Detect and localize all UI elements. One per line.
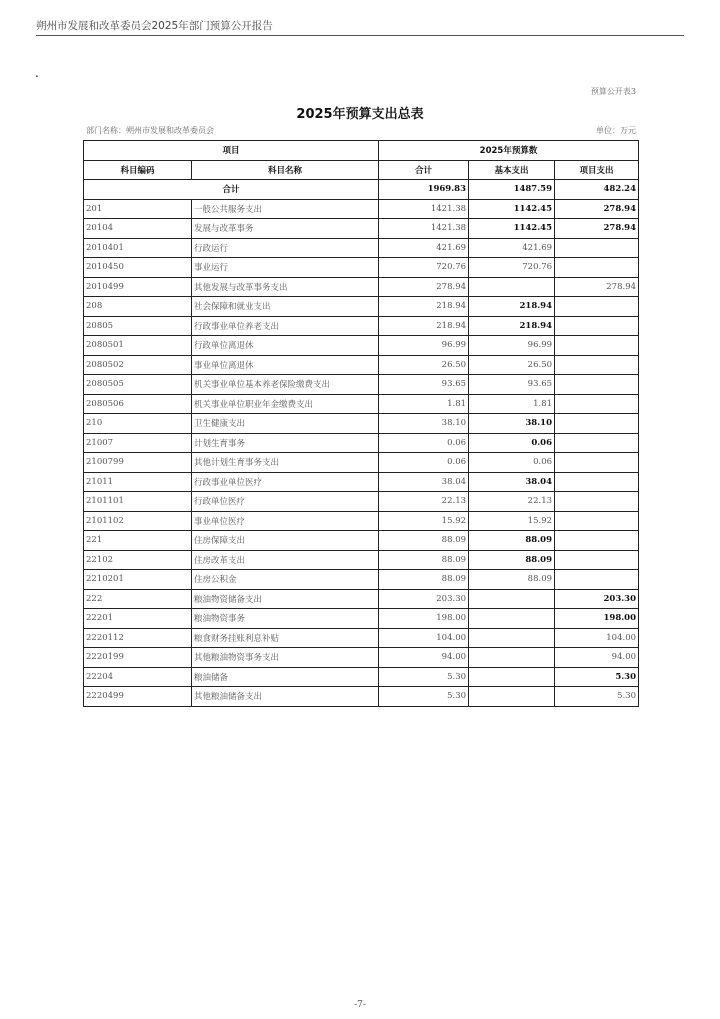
header-divider xyxy=(36,35,684,36)
table-row xyxy=(84,316,639,336)
row-basic: 38.04 xyxy=(469,472,555,492)
header-total: 合计 xyxy=(379,160,469,180)
row-basic: 26.50 xyxy=(469,355,555,375)
row-total: 5.30 xyxy=(379,667,469,687)
row-code: 2100799 xyxy=(84,453,192,473)
row-code: 2010450 xyxy=(84,258,192,278)
row-project xyxy=(555,472,639,492)
table-row xyxy=(84,570,639,590)
row-code: 21007 xyxy=(84,433,192,453)
row-total: 218.94 xyxy=(379,297,469,317)
row-code: 2220112 xyxy=(84,628,192,648)
row-name: 发展与改革事务 xyxy=(192,219,379,239)
row-name: 粮油物资储备支出 xyxy=(192,589,379,609)
row-total: 5.30 xyxy=(379,687,469,707)
row-code: 2010401 xyxy=(84,238,192,258)
row-code: 2080505 xyxy=(84,375,192,395)
row-code: 208 xyxy=(84,297,192,317)
row-name: 住房保障支出 xyxy=(192,531,379,551)
row-basic xyxy=(469,648,555,668)
table-row xyxy=(84,433,639,453)
table-row xyxy=(84,199,639,219)
table-row xyxy=(84,589,639,609)
table-number: 预算公开表3 xyxy=(590,87,636,96)
page-number: -7- xyxy=(354,1000,366,1010)
row-basic: 1142.45 xyxy=(469,219,555,239)
row-code: 2101101 xyxy=(84,492,192,512)
table-row xyxy=(84,609,639,629)
row-basic: 96.99 xyxy=(469,336,555,356)
row-name: 粮油储备 xyxy=(192,667,379,687)
row-basic: 720.76 xyxy=(469,258,555,278)
table-row xyxy=(84,550,639,570)
row-code: 221 xyxy=(84,531,192,551)
row-basic: 22.13 xyxy=(469,492,555,512)
row-code: 2010499 xyxy=(84,277,192,297)
row-name: 事业单位离退休 xyxy=(192,355,379,375)
row-project xyxy=(555,316,639,336)
table-header-row xyxy=(84,160,639,180)
row-total: 38.04 xyxy=(379,472,469,492)
table-row xyxy=(84,667,639,687)
row-name: 一般公共服务支出 xyxy=(192,199,379,219)
row-name: 计划生育事务 xyxy=(192,433,379,453)
row-code: 21011 xyxy=(84,472,192,492)
row-name: 行政事业单位医疗 xyxy=(192,472,379,492)
total-row xyxy=(84,180,639,200)
row-code: 22102 xyxy=(84,550,192,570)
row-project xyxy=(555,394,639,414)
row-name: 卫生健康支出 xyxy=(192,414,379,434)
row-total: 26.50 xyxy=(379,355,469,375)
table-row xyxy=(84,414,639,434)
row-basic xyxy=(469,277,555,297)
table-row xyxy=(84,687,639,707)
row-project xyxy=(555,414,639,434)
page-marker: . xyxy=(35,66,39,80)
row-project: 198.00 xyxy=(555,609,639,629)
row-code: 22204 xyxy=(84,667,192,687)
table-row xyxy=(84,492,639,512)
header-basic: 基本支出 xyxy=(469,160,555,180)
row-total: 203.30 xyxy=(379,589,469,609)
table-row xyxy=(84,648,639,668)
table-row xyxy=(84,511,639,531)
row-total: 1421.38 xyxy=(379,199,469,219)
row-project xyxy=(555,433,639,453)
row-basic xyxy=(469,628,555,648)
row-total: 720.76 xyxy=(379,258,469,278)
unit-label: 单位：万元 xyxy=(596,126,636,135)
row-basic: 15.92 xyxy=(469,511,555,531)
row-total: 38.10 xyxy=(379,414,469,434)
table-row xyxy=(84,453,639,473)
department-label: 部门名称：朔州市发展和改革委员会 xyxy=(86,126,214,135)
row-project xyxy=(555,258,639,278)
row-total: 22.13 xyxy=(379,492,469,512)
row-name: 其他计划生育事务支出 xyxy=(192,453,379,473)
header-budget-group: 2025年预算数 xyxy=(379,141,639,161)
row-project xyxy=(555,297,639,317)
row-project xyxy=(555,511,639,531)
row-project xyxy=(555,550,639,570)
row-total: 278.94 xyxy=(379,277,469,297)
table-row xyxy=(84,355,639,375)
row-project xyxy=(555,531,639,551)
table-row xyxy=(84,277,639,297)
row-name: 其他粮油储备支出 xyxy=(192,687,379,707)
row-total: 421.69 xyxy=(379,238,469,258)
row-name: 其他发展与改革事务支出 xyxy=(192,277,379,297)
table-row xyxy=(84,336,639,356)
table-row xyxy=(84,394,639,414)
row-project: 203.30 xyxy=(555,589,639,609)
row-name: 机关事业单位基本养老保险缴费支出 xyxy=(192,375,379,395)
row-basic: 88.09 xyxy=(469,550,555,570)
total-row-project: 482.24 xyxy=(555,180,639,200)
row-basic: 88.09 xyxy=(469,531,555,551)
row-basic xyxy=(469,609,555,629)
header-item-group: 项目 xyxy=(84,141,379,161)
row-name: 住房改革支出 xyxy=(192,550,379,570)
table-row xyxy=(84,238,639,258)
row-project xyxy=(555,355,639,375)
row-basic xyxy=(469,589,555,609)
row-name: 其他粮油物资事务支出 xyxy=(192,648,379,668)
row-basic: 1142.45 xyxy=(469,199,555,219)
row-code: 20805 xyxy=(84,316,192,336)
row-code: 2080506 xyxy=(84,394,192,414)
row-basic: 38.10 xyxy=(469,414,555,434)
row-project xyxy=(555,453,639,473)
row-project xyxy=(555,492,639,512)
row-total: 104.00 xyxy=(379,628,469,648)
row-basic: 218.94 xyxy=(469,316,555,336)
row-project: 104.00 xyxy=(555,628,639,648)
header-name: 科目名称 xyxy=(192,160,379,180)
row-total: 88.09 xyxy=(379,570,469,590)
report-header-title: 朔州市发展和改革委员会2025年部门预算公开报告 xyxy=(36,20,273,32)
row-basic: 88.09 xyxy=(469,570,555,590)
table-row xyxy=(84,219,639,239)
header-project: 项目支出 xyxy=(555,160,639,180)
row-name: 粮食财务挂账利息补贴 xyxy=(192,628,379,648)
row-project xyxy=(555,336,639,356)
row-code: 210 xyxy=(84,414,192,434)
row-project: 5.30 xyxy=(555,667,639,687)
row-project xyxy=(555,375,639,395)
budget-expenditure-table xyxy=(83,140,639,707)
row-total: 0.06 xyxy=(379,453,469,473)
row-basic: 0.06 xyxy=(469,453,555,473)
row-basic xyxy=(469,687,555,707)
row-code: 2080502 xyxy=(84,355,192,375)
row-name: 行政事业单位养老支出 xyxy=(192,316,379,336)
row-total: 15.92 xyxy=(379,511,469,531)
row-project xyxy=(555,570,639,590)
table-header-group-row xyxy=(84,141,639,161)
row-code: 2210201 xyxy=(84,570,192,590)
total-row-label: 合计 xyxy=(84,180,379,200)
row-project xyxy=(555,238,639,258)
row-project: 5.30 xyxy=(555,687,639,707)
row-code: 222 xyxy=(84,589,192,609)
row-code: 2080501 xyxy=(84,336,192,356)
row-basic: 218.94 xyxy=(469,297,555,317)
row-basic: 1.81 xyxy=(469,394,555,414)
row-code: 20104 xyxy=(84,219,192,239)
row-total: 88.09 xyxy=(379,550,469,570)
row-name: 机关事业单位职业年金缴费支出 xyxy=(192,394,379,414)
row-name: 粮油物资事务 xyxy=(192,609,379,629)
row-total: 198.00 xyxy=(379,609,469,629)
row-basic: 421.69 xyxy=(469,238,555,258)
row-code: 2220199 xyxy=(84,648,192,668)
table-row xyxy=(84,258,639,278)
row-name: 事业运行 xyxy=(192,258,379,278)
table-row xyxy=(84,375,639,395)
row-total: 94.00 xyxy=(379,648,469,668)
row-code: 2101102 xyxy=(84,511,192,531)
row-project: 278.94 xyxy=(555,219,639,239)
row-project: 278.94 xyxy=(555,277,639,297)
header-code: 科目编码 xyxy=(84,160,192,180)
row-basic: 93.65 xyxy=(469,375,555,395)
row-total: 0.06 xyxy=(379,433,469,453)
row-code: 22201 xyxy=(84,609,192,629)
row-total: 1.81 xyxy=(379,394,469,414)
total-row-basic: 1487.59 xyxy=(469,180,555,200)
row-total: 96.99 xyxy=(379,336,469,356)
table-title: 2025年预算支出总表 xyxy=(296,107,424,122)
table-row xyxy=(84,297,639,317)
total-row-total: 1969.83 xyxy=(379,180,469,200)
table-row xyxy=(84,628,639,648)
row-name: 住房公积金 xyxy=(192,570,379,590)
row-name: 事业单位医疗 xyxy=(192,511,379,531)
row-project: 278.94 xyxy=(555,199,639,219)
row-total: 218.94 xyxy=(379,316,469,336)
row-name: 行政单位离退休 xyxy=(192,336,379,356)
row-name: 行政运行 xyxy=(192,238,379,258)
row-basic: 0.06 xyxy=(469,433,555,453)
table-row xyxy=(84,472,639,492)
row-project: 94.00 xyxy=(555,648,639,668)
row-basic xyxy=(469,667,555,687)
row-code: 2220499 xyxy=(84,687,192,707)
row-total: 1421.38 xyxy=(379,219,469,239)
row-name: 行政单位医疗 xyxy=(192,492,379,512)
row-code: 201 xyxy=(84,199,192,219)
row-total: 88.09 xyxy=(379,531,469,551)
row-total: 93.65 xyxy=(379,375,469,395)
table-row xyxy=(84,531,639,551)
row-name: 社会保障和就业支出 xyxy=(192,297,379,317)
